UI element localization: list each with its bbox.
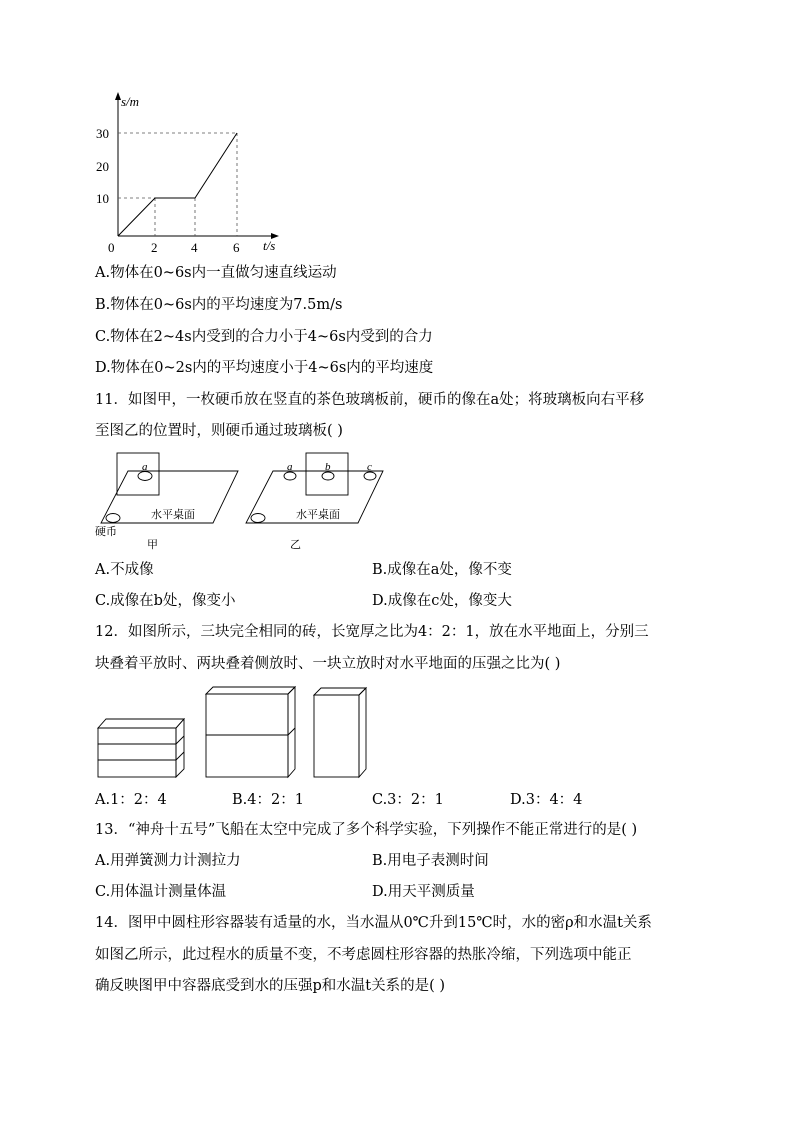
q10-option-a[interactable]: A.物体在0~6s内一直做匀速直线运动 (95, 265, 337, 281)
q10-option-d[interactable]: D.物体在0~2s内的平均速度小于4~6s内的平均速度 (95, 360, 434, 376)
caption-yi: 乙 (290, 539, 301, 551)
caption-jia: 甲 (147, 539, 158, 551)
q12-option-d[interactable]: D.3：4：4 (510, 792, 583, 808)
q10-option-c[interactable]: C.物体在2~4s内受到的合力小于4~6s内受到的合力 (95, 329, 433, 345)
x-tick-6: 6 (233, 240, 240, 255)
label-a: a (287, 461, 293, 473)
label-c: c (367, 461, 372, 473)
table-label: 水平桌面 (151, 509, 195, 521)
flat-brick-stack (98, 719, 184, 777)
x-axis-label: t/s (263, 238, 276, 253)
x-tick-4: 4 (191, 240, 198, 255)
y-axis-label: s/m (121, 94, 140, 109)
position-c (364, 472, 376, 480)
label-b: b (325, 461, 331, 473)
position-b (322, 472, 334, 480)
q12-stem-line-1: 12．如图所示，三块完全相同的砖，长宽厚之比为4：2：1，放在水平地面上，分别三 (95, 624, 649, 640)
st-graph (95, 88, 295, 258)
q11-stem-line-1: 11．如图甲，一枚硬币放在竖直的茶色玻璃板前，硬币的像在a处；将玻璃板向右平移 (95, 392, 645, 408)
q14-stem-line-2: 如图乙所示，此过程水的质量不变，不考虑圆柱形容器的热胀冷缩，下列选项中能正 (95, 947, 632, 963)
q11-figure-a (95, 448, 255, 552)
q12-bricks-figure (95, 684, 375, 780)
x-tick-2: 2 (151, 240, 158, 255)
y-tick-10: 10 (96, 191, 109, 206)
q11-stem-line-2: 至图乙的位置时，则硬币通过玻璃板( ) (95, 423, 343, 439)
q11-option-c[interactable]: C.成像在b处，像变小 (95, 593, 236, 609)
q14-stem-line-1: 14．图甲中圆柱形容器装有适量的水，当水温从0℃升到15℃时，水的密ρ和水温t关系 (95, 915, 652, 931)
q12-option-c[interactable]: C.3：2：1 (372, 792, 444, 808)
y-tick-30: 30 (96, 126, 109, 141)
q13-option-b[interactable]: B.用电子表测时间 (372, 853, 489, 869)
q12-option-b[interactable]: B.4：2：1 (232, 792, 304, 808)
q11-option-b[interactable]: B.成像在a处，像不变 (372, 562, 512, 578)
coin-icon (106, 514, 120, 523)
q10-option-b[interactable]: B.物体在0~6s内的平均速度为7.5m/s (95, 297, 343, 313)
coin-icon (251, 514, 265, 523)
q13-option-d[interactable]: D.用天平测质量 (372, 884, 475, 900)
glass-plate (306, 453, 348, 495)
q13-option-c[interactable]: C.用体温计测量体温 (95, 884, 227, 900)
y-tick-20: 20 (96, 159, 109, 174)
position-a (284, 472, 296, 480)
side-brick-stack (206, 687, 295, 777)
x-tick-0: 0 (108, 240, 115, 255)
label-a: a (142, 461, 148, 473)
q12-option-a[interactable]: A.1：2：4 (95, 792, 167, 808)
q14-stem-line-3: 确反映图甲中容器底受到水的压强p和水温t关系的是( ) (95, 978, 446, 994)
table-label: 水平桌面 (296, 509, 340, 521)
q11-option-a[interactable]: A.不成像 (95, 562, 154, 578)
q13-option-a[interactable]: A.用弹簧测力计测拉力 (95, 853, 241, 869)
q13-stem-line-1: 13．“神舟十五号”飞船在太空中完成了多个科学实验，下列操作不能正常进行的是( ) (95, 822, 638, 838)
st-line (118, 133, 237, 236)
q11-option-d[interactable]: D.成像在c处，像变大 (372, 593, 512, 609)
q11-figure-b (240, 448, 400, 552)
glass-plate (117, 453, 159, 495)
standing-brick (314, 688, 366, 777)
coin-label: 硬币 (95, 526, 117, 538)
q12-stem-line-2: 块叠着平放时、两块叠着侧放时、一块立放时对水平地面的压强之比为( ) (95, 656, 561, 672)
